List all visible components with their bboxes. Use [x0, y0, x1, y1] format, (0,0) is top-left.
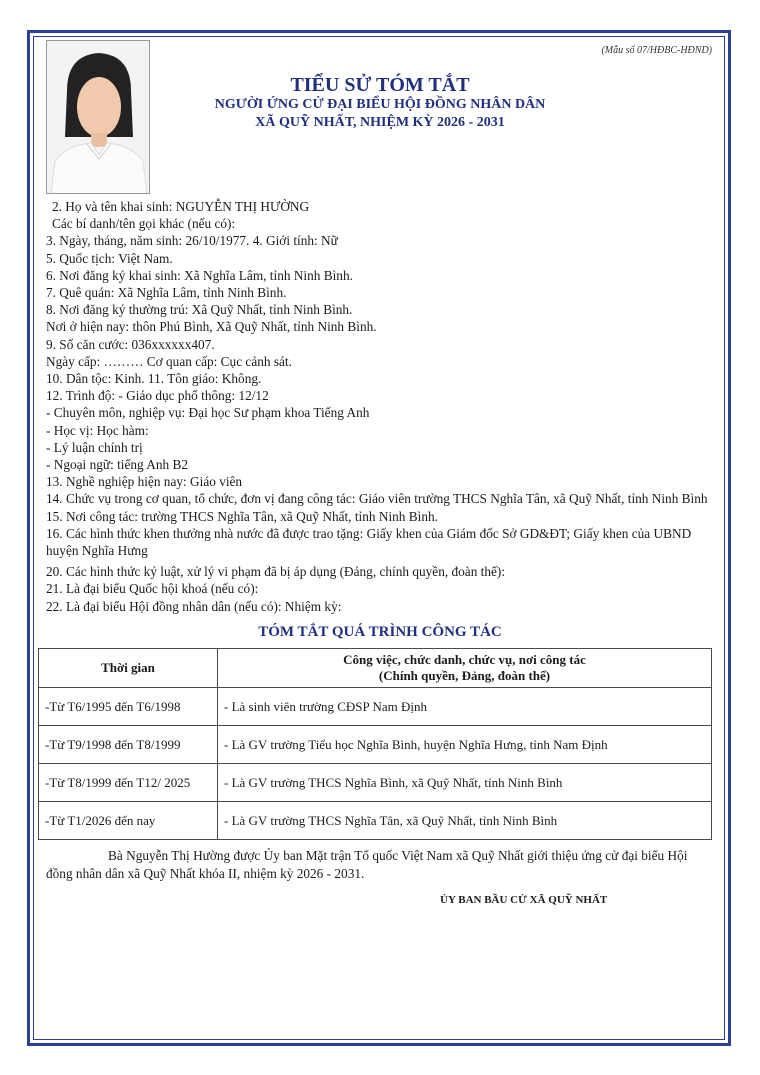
info-line-specialty: - Chuyên môn, nghiệp vụ: Đại học Sư phạm khoa Tiếng Anh [46, 405, 370, 421]
document-title: TIỂU SỬ TÓM TẮT [290, 74, 470, 96]
column-header-job-line-1: Công việc, chức danh, chức vụ, nơi công tác [343, 652, 586, 667]
nomination-text: Bà Nguyễn Thị Hường được Ủy ban Mặt trận Tổ quốc Việt Nam xã Quỹ Nhất giới thiệu ứng cử đại biểu Hội đồng nhân dân xã Quỹ Nhất khóa II, nhiệm kỳ 2026 - 2031. [46, 848, 688, 881]
info-line-education: 12. Trình độ: - Giáo dục phổ thông: 12/12 [46, 388, 269, 404]
nomination-statement [46, 847, 710, 883]
row-job: - Là sinh viên trường CĐSP Nam Định [218, 688, 712, 726]
table-row [39, 764, 712, 802]
portrait-image [47, 41, 150, 194]
info-line-awards: 16. Các hình thức khen thưởng nhà nước đã được trao tặng: Giấy khen của Giám đốc Sở GD&ĐT; Giấy khen của UBND huyện Nghĩa Hưng [46, 525, 692, 559]
work-history-title: TÓM TẮT QUÁ TRÌNH CÔNG TÁC [258, 624, 502, 640]
row-time: -Từ T1/2026 đến nay [39, 802, 218, 840]
document-subtitle-1: NGƯỜI ỨNG CỬ ĐẠI BIỂU HỘI ĐỒNG NHÂN DÂN [214, 97, 546, 112]
row-time: -Từ T6/1995 đến T6/1998 [39, 688, 218, 726]
document-subtitle-2: XÃ QUỸ NHẤT, NHIỆM KỲ 2026 - 2031 [255, 115, 505, 130]
row-job: - Là GV trường Tiểu học Nghĩa Bình, huyện Nghĩa Hưng, tỉnh Nam Định [218, 726, 712, 764]
personal-info [46, 198, 710, 615]
work-history-table [38, 648, 712, 840]
info-line-current-residence: Nơi ở hiện nay: thôn Phú Bình, Xã Quỹ Nhất, tỉnh Ninh Bình. [46, 319, 377, 335]
column-header-job-line-2: (Chính quyền, Đảng, đoàn thể) [378, 668, 551, 683]
info-line-ethnicity-religion: 10. Dân tộc: Kinh. 11. Tôn giáo: Không. [46, 371, 262, 387]
row-job: - Là GV trường THCS Nghĩa Tân, xã Quỹ Nhất, tỉnh Ninh Bình [218, 802, 712, 840]
table-header-row [39, 649, 712, 688]
info-line-discipline: 20. Các hình thức kỷ luật, xử lý vi phạm đã bị áp dụng (Đảng, chính quyền, đoàn thể): [46, 564, 506, 580]
election-committee-signature: ỦY BAN BẦU CỬ XÃ QUỸ NHẤT [440, 894, 608, 906]
column-header-time: Thời gian [39, 649, 218, 688]
info-line-occupation: 13. Nghề nghiệp hiện nay: Giáo viên [46, 474, 243, 490]
info-line-id-issue: Ngày cấp: ……… Cơ quan cấp: Cục cảnh sát. [46, 353, 292, 369]
info-line-hometown: 7. Quê quán: Xã Nghĩa Lâm, tỉnh Ninh Bình. [46, 285, 287, 301]
table-row [39, 802, 712, 840]
form-number: (Mẫu số 07/HĐBC-HĐND) [601, 45, 712, 56]
info-line-nationality: 5. Quốc tịch: Việt Nam. [46, 250, 173, 266]
info-line-birth-registration: 6. Nơi đăng ký khai sinh: Xã Nghĩa Lâm, tỉnh Ninh Bình. [46, 267, 353, 283]
table-row [39, 726, 712, 764]
column-header-job [218, 649, 712, 688]
info-line-workplace: 15. Nơi công tác: trường THCS Nghĩa Tân, xã Quỹ Nhất, tỉnh Ninh Bình. [46, 508, 438, 524]
info-line-foreign-language: - Ngoại ngữ: tiếng Anh B2 [46, 457, 189, 473]
candidate-photo [46, 40, 150, 194]
row-job: - Là GV trường THCS Nghĩa Bình, xã Quỹ Nhất, tỉnh Ninh Bình [218, 764, 712, 802]
row-time: -Từ T8/1999 đến T12/ 2025 [39, 764, 218, 802]
info-line-national-assembly: 21. Là đại biểu Quốc hội khoá (nếu có): [46, 581, 259, 597]
info-line-dob-gender: 3. Ngày, tháng, năm sinh: 26/10/1977. 4. Giới tính: Nữ [46, 233, 338, 249]
info-line-permanent-residence: 8. Nơi đăng ký thường trú: Xã Quỹ Nhất, tỉnh Ninh Bình. [46, 302, 353, 318]
info-line-name: 2. Họ và tên khai sinh: NGUYỄN THỊ HƯỜNG [52, 199, 310, 214]
row-time: -Từ T9/1998 đến T8/1999 [39, 726, 218, 764]
table-row [39, 688, 712, 726]
info-line-degree: - Học vị: Học hàm: [46, 422, 149, 438]
info-line-position: 14. Chức vụ trong cơ quan, tổ chức, đơn vị đang công tác: Giáo viên trường THCS Nghĩa Tân, xã Quỹ Nhất, tỉnh Ninh Bình [46, 491, 708, 507]
info-line-peoples-council: 22. Là đại biểu Hội đồng nhân dân (nếu có): Nhiệm kỳ: [46, 598, 342, 614]
info-line-political-theory: - Lý luận chính trị [46, 439, 143, 455]
document-header [160, 74, 600, 132]
info-line-alias: Các bí danh/tên gọi khác (nếu có): [52, 216, 236, 232]
info-line-id-number: 9. Số căn cước: 036xxxxxx407. [46, 336, 215, 352]
